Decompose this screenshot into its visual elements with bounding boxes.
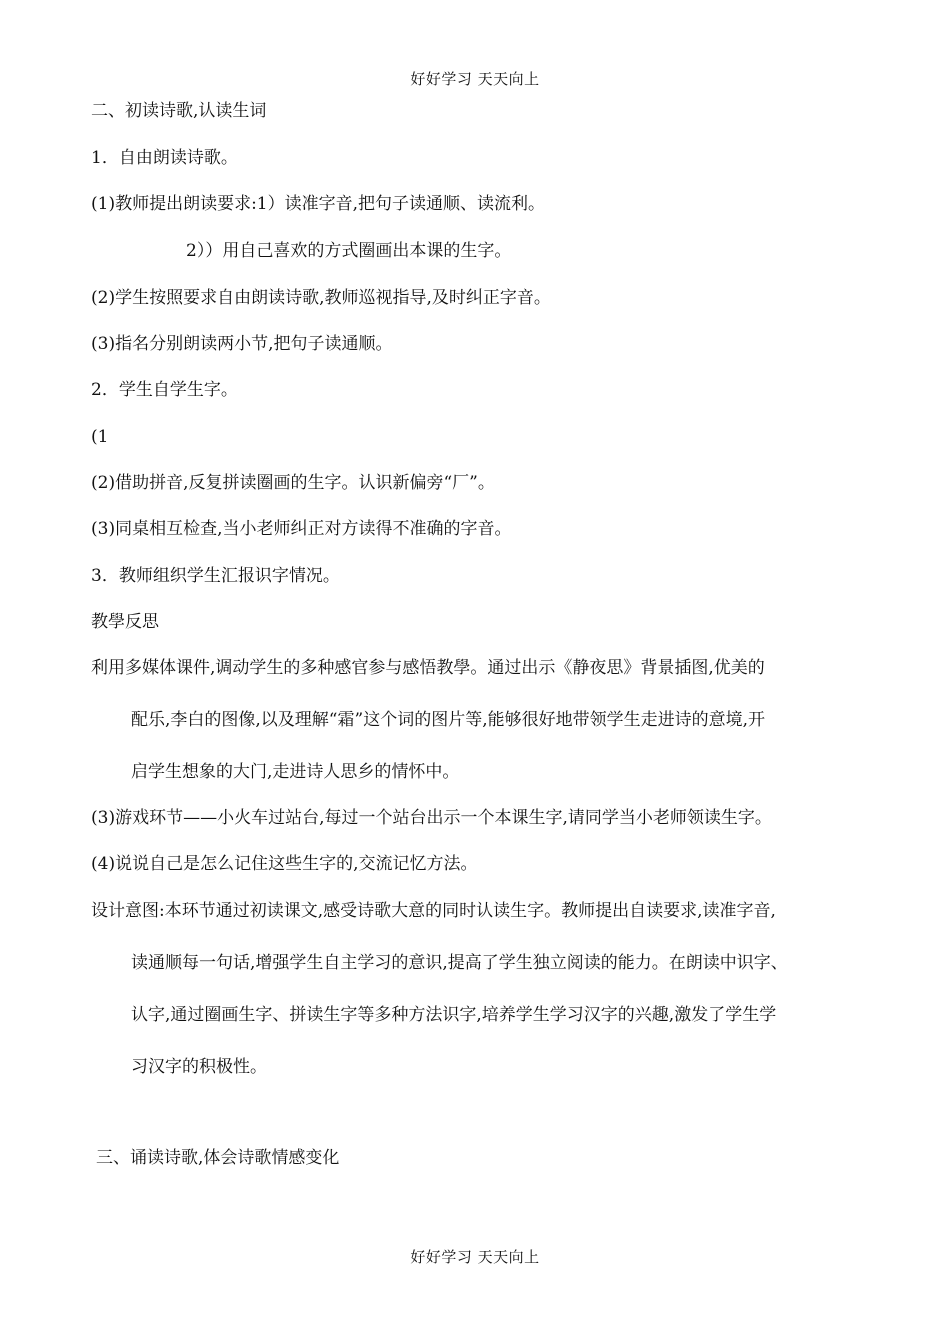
paragraph: (3)指名分别朗读两小节,把句子读通顺。 [91, 334, 393, 354]
paragraph: (4)说说自己是怎么记住这些生字的,交流记忆方法。 [91, 854, 478, 874]
paragraph: 认字,通过圈画生字、拼读生字等多种方法识字,培养学生学习汉字的兴趣,激发了学生学 [131, 1005, 777, 1025]
page-header: 好好学习 天天向上 [410, 70, 540, 88]
section-heading-3: 三、诵读诗歌,体会诗歌情感变化 [96, 1148, 340, 1168]
paragraph: 读通顺每一句话,增强学生自主学习的意识,提高了学生独立阅读的能力。在朗读中识字、 [131, 953, 788, 973]
paragraph: (2)借助拼音,反复拼读圈画的生字。认识新偏旁“厂”。 [91, 473, 495, 493]
paragraph: 2））用自己喜欢的方式圈画出本课的生字。 [186, 241, 512, 261]
paragraph: (3)同桌相互检查,当小老师纠正对方读得不准确的字音。 [91, 519, 512, 539]
page-footer: 好好学习 天天向上 [410, 1248, 540, 1266]
paragraph: 利用多媒体课件,调动学生的多种感官参与感悟教學。通过出示《静夜思》背景插图,优美的 [91, 658, 765, 678]
paragraph: 2．学生自学生字。 [91, 380, 238, 400]
paragraph: 1．自由朗读诗歌。 [91, 148, 238, 168]
paragraph: 配乐,李白的图像,以及理解“霜”这个词的图片等,能够很好地带领学生走进诗的意境,开 [131, 710, 765, 730]
paragraph: 3．教师组织学生汇报识字情况。 [91, 566, 340, 586]
section-heading-2: 二、初读诗歌,认读生词 [91, 101, 267, 121]
paragraph: 习汉字的积极性。 [131, 1057, 267, 1077]
paragraph: (3)游戏环节——小火车过站台,每过一个站台出示一个本课生字,请同学当小老师领读生字。 [91, 808, 772, 828]
paragraph: 启学生想象的大门,走进诗人思乡的情怀中。 [131, 762, 460, 782]
subheading-reflection: 教學反思 [91, 612, 159, 632]
paragraph: (1 [91, 427, 109, 447]
paragraph: (1)教师提出朗读要求:1）读准字音,把句子读通顺、读流利。 [91, 194, 546, 214]
paragraph: (2)学生按照要求自由朗读诗歌,教师巡视指导,及时纠正字音。 [91, 288, 551, 308]
paragraph: 设计意图:本环节通过初读课文,感受诗歌大意的同时认读生字。教师提出自读要求,读准字音, [91, 901, 776, 921]
